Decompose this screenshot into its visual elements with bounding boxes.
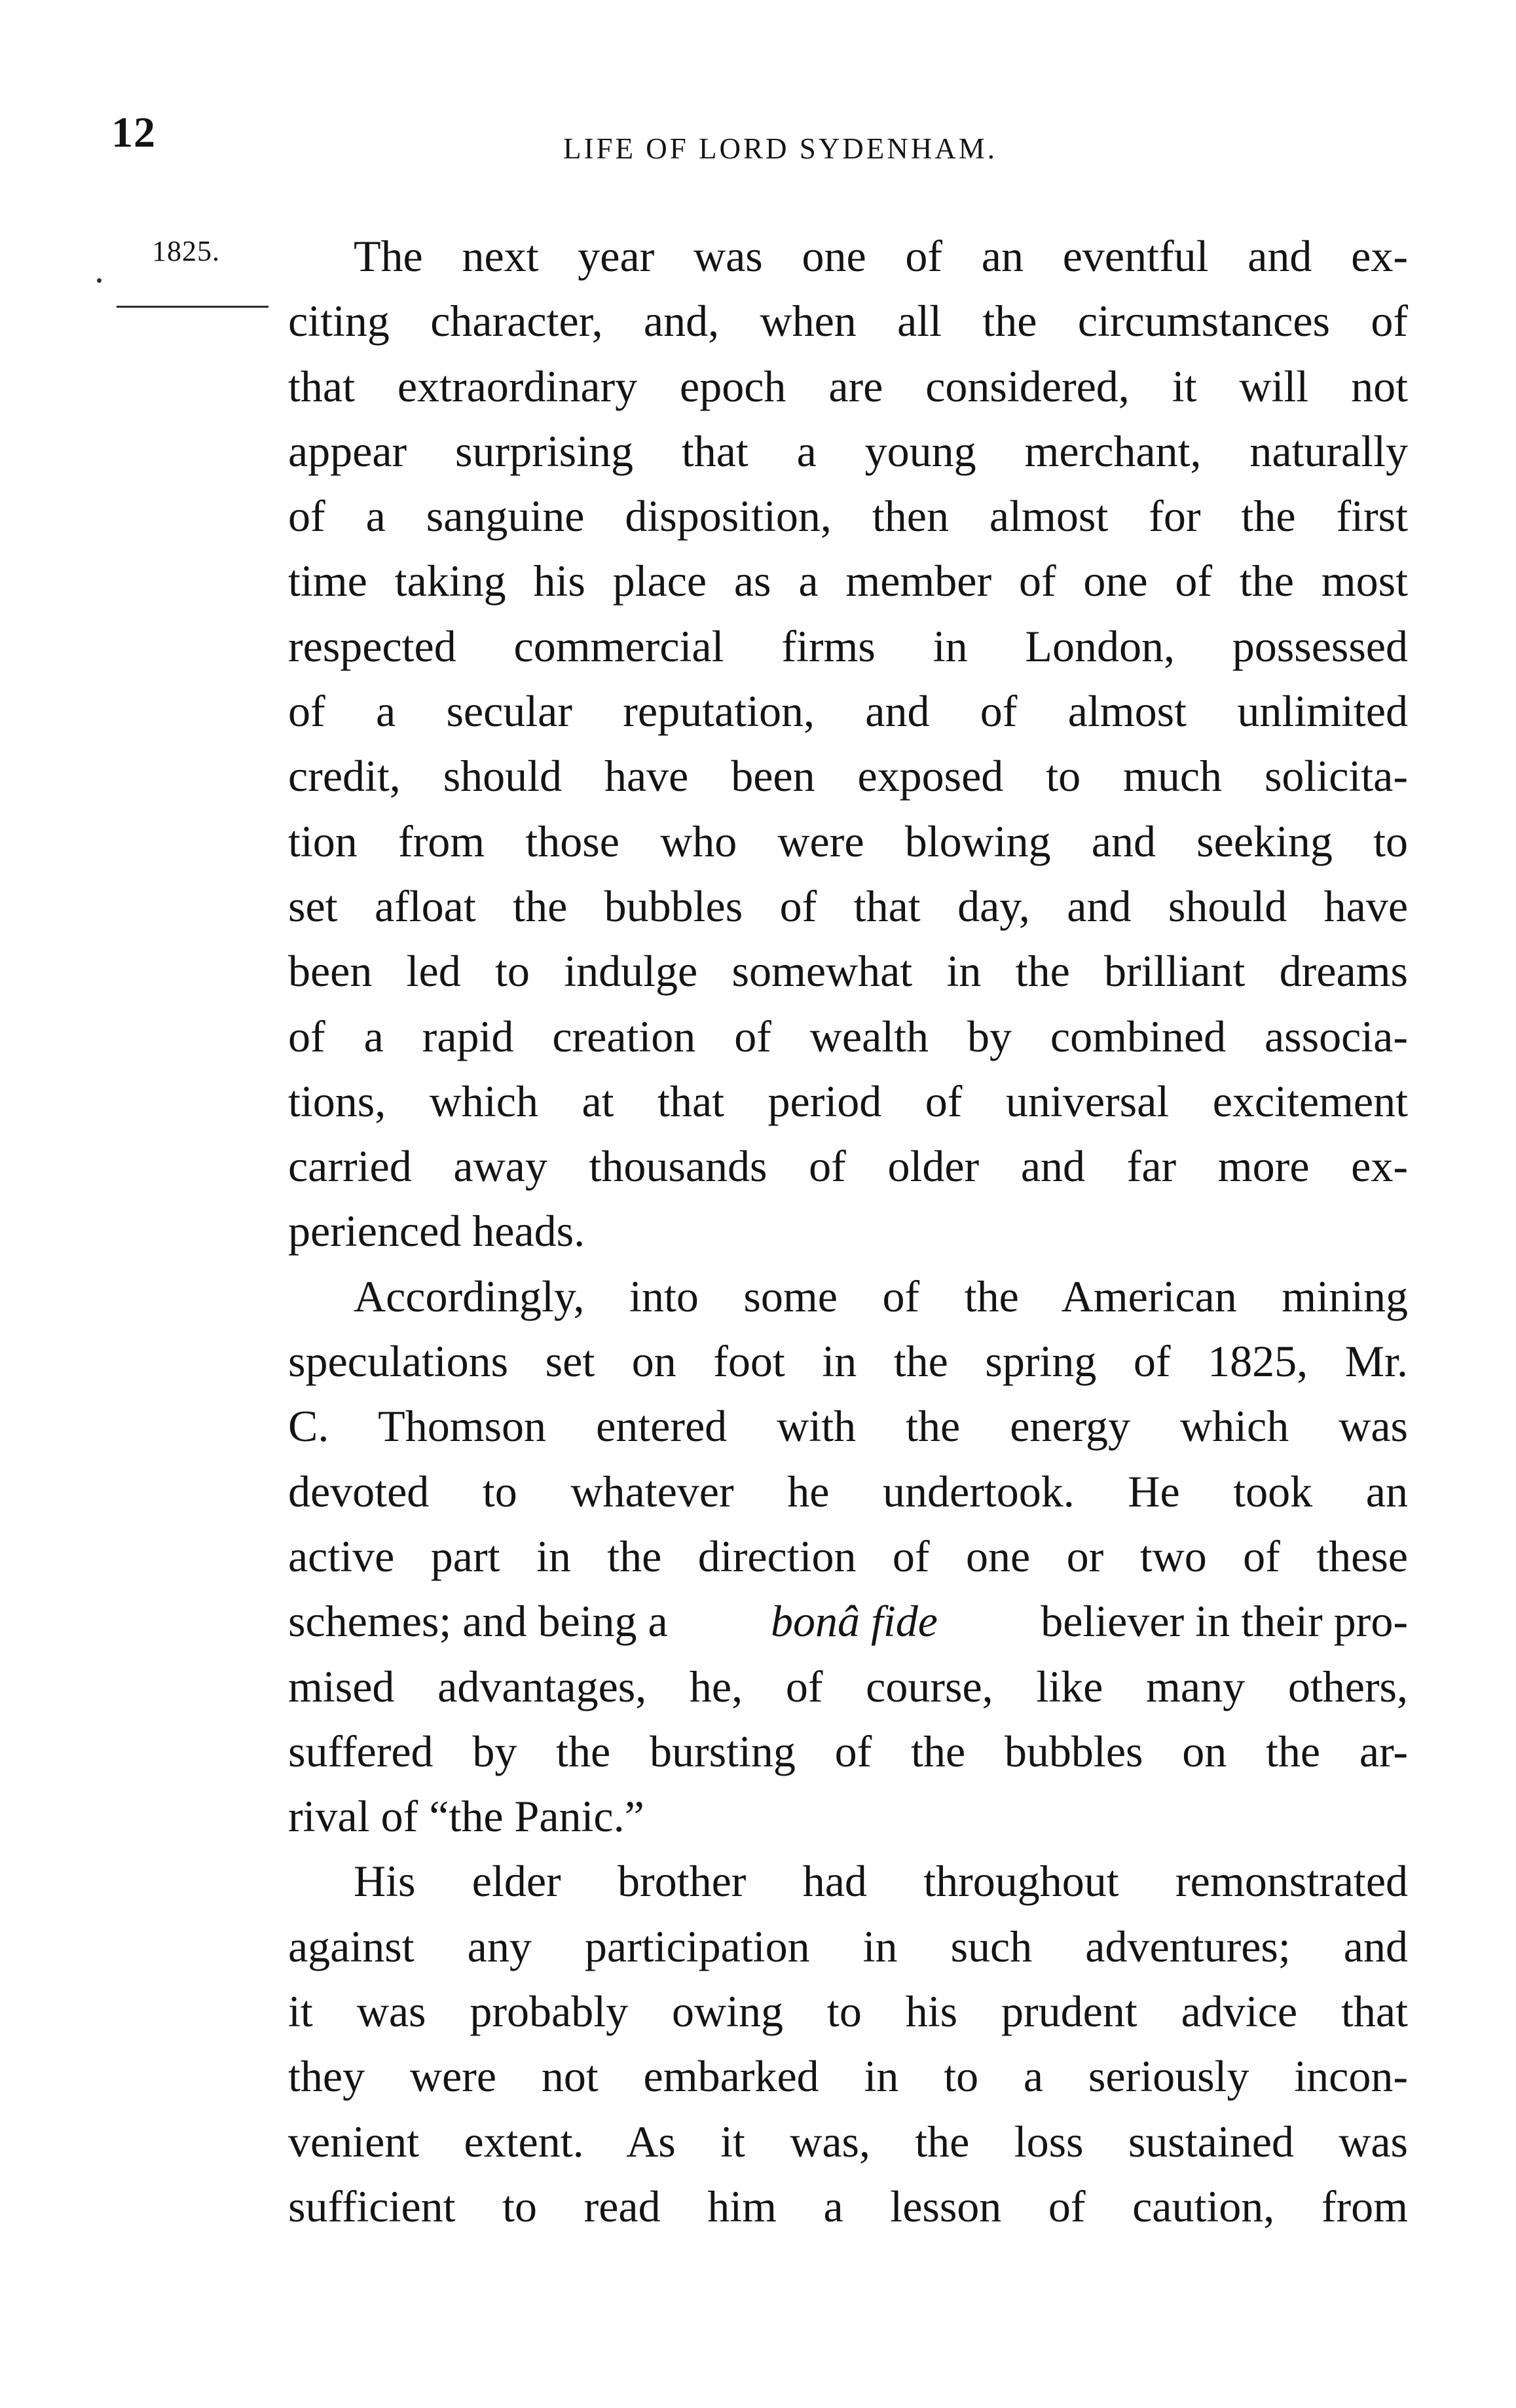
text-line: perienced heads. [288,1206,585,1256]
text-line: sufficient to read him a lesson of caution, from [288,2181,1408,2231]
margin-rule [117,306,268,308]
text-line: Accordingly, into some of the American mining [354,1271,1408,1321]
text-segment: schemes; and being a [288,1596,668,1647]
text-line: rival of “the Panic.” [288,1791,644,1842]
text-line-mixed [288,1589,1408,1654]
text-line: speculations set on foot in the spring of 1825, Mr. [288,1336,1408,1387]
text-line: C. Thomson entered with the energy which was [288,1401,1408,1451]
text-line: set afloat the bubbles of that day, and should have [288,881,1408,931]
paragraph-1 [288,224,1408,1264]
text-line: citing character, and, when all the circumstances of [288,296,1408,346]
text-line: against any participation in such adventures; and [288,1921,1408,1971]
text-segment: believer in their pro- [1041,1596,1408,1647]
text-line: active part in the direction of one or two of these [288,1531,1408,1581]
text-line: been led to indulge somewhat in the brilliant dreams [288,946,1408,996]
text-line: The next year was one of an eventful and ex- [354,231,1408,281]
text-line: time taking his place as a member of one of the most [288,556,1408,606]
text-line: suffered by the bursting of the bubbles on the ar- [288,1726,1408,1776]
text-line: they were not embarked in to a seriously incon- [288,2051,1408,2102]
text-line: of a sanguine disposition, then almost for the first [288,491,1408,541]
text-line: tions, which at that period of universal excitement [288,1076,1408,1126]
text-line: credit, should have been exposed to much solicita- [288,751,1408,801]
text-line: that extraordinary epoch are considered, it will not [288,361,1408,411]
text-line: carried away thousands of older and far more ex- [288,1141,1408,1192]
text-line: venient extent. As it was, the loss sustained was [288,2116,1408,2166]
text-line: appear surprising that a young merchant, naturally [288,426,1408,476]
paragraph-2 [288,1264,1408,1850]
text-line: His elder brother had throughout remonstrated [354,1856,1408,1906]
text-line: tion from those who were blowing and seeking to [288,816,1408,866]
margin-year: 1825. [152,235,220,267]
text-line: devoted to whatever he undertook. He took an [288,1466,1408,1516]
running-head: LIFE OF LORD SYDENHAM. [563,132,998,165]
italic-phrase: bonâ fide [770,1596,938,1647]
text-line: of a rapid creation of wealth by combined associa- [288,1011,1408,1061]
text-line: it was probably owing to his prudent advice that [288,1986,1408,2037]
text-line: respected commercial firms in London, possessed [288,621,1408,671]
body-text [288,224,1408,2239]
page-number: 12 [111,109,156,156]
text-line: of a secular reputation, and of almost unlimited [288,686,1408,737]
margin-speck [97,278,102,283]
paragraph-3 [288,1849,1408,2239]
text-line: mised advantages, he, of course, like many others, [288,1661,1408,1711]
